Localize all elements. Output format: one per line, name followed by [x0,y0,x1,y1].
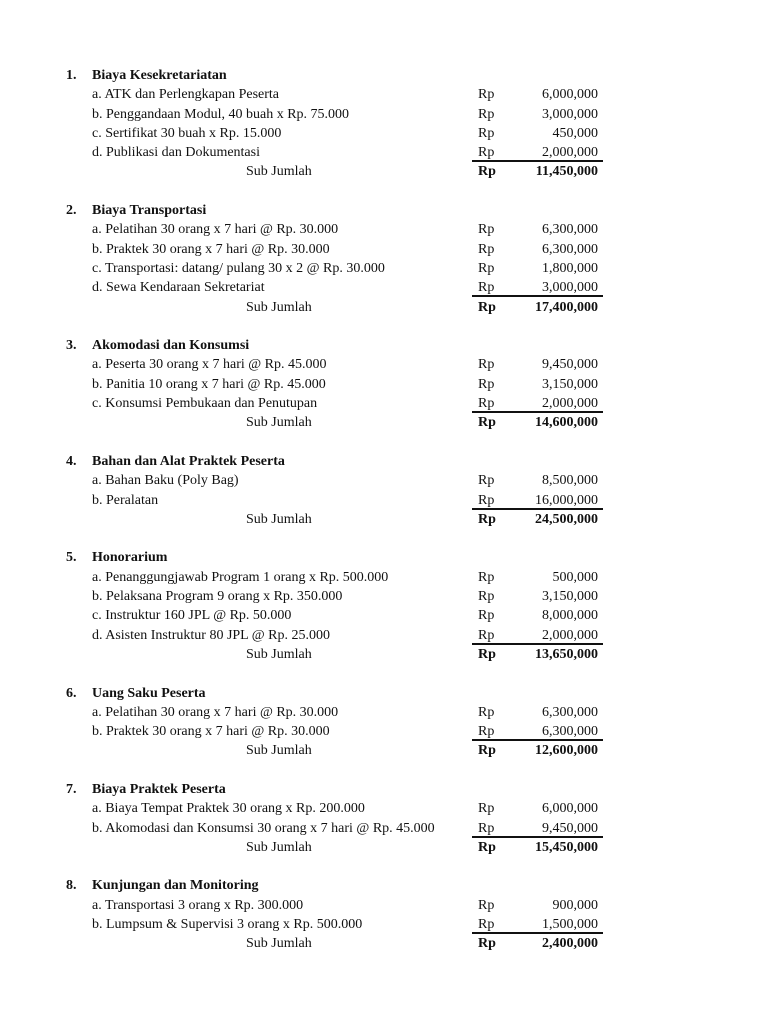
line-item-amount: 900,000 [552,897,598,913]
line-item [0,278,768,297]
section-header [0,548,768,567]
line-item-amount: 9,450,000 [542,357,598,373]
section-title: Uang Saku Peserta [92,685,206,701]
subtotal-label: Sub Jumlah [246,511,312,527]
line-item-label: b. Penggandaan Modul, 40 buah x Rp. 75.000 [92,106,350,122]
section-number: 1. [66,68,77,83]
subtotal-currency: Rp [478,299,496,315]
line-item [0,915,768,934]
line-item [0,124,768,143]
line-item [0,355,768,374]
line-item-amount: 3,000,000 [542,280,598,296]
line-item [0,626,768,645]
line-item-amount: 1,800,000 [542,260,598,276]
line-item-amount: 16,000,000 [535,492,598,508]
line-item-label: a. Transportasi 3 orang x Rp. 300.000 [92,897,304,913]
line-item-currency: Rp [478,917,495,933]
line-item-currency: Rp [478,569,495,585]
budget-section [0,548,768,664]
section-header [0,66,768,85]
line-item [0,105,768,124]
line-item-amount: 2,000,000 [542,145,598,161]
subtotal-currency: Rp [478,164,496,180]
line-item [0,896,768,915]
subtotal-row [0,298,768,317]
line-item-currency: Rp [478,820,495,836]
line-item-currency: Rp [478,357,495,373]
line-item-amount: 6,300,000 [542,724,598,740]
line-item-label: c. Instruktur 160 JPL @ Rp. 50.000 [92,608,292,624]
section-header [0,452,768,471]
subtotal-row [0,510,768,529]
section-header [0,336,768,355]
line-item-currency: Rp [478,897,495,913]
line-item-label: d. Sewa Kendaraan Sekretariat [92,280,265,296]
subtotal-amount: 17,400,000 [535,299,598,315]
line-item-amount: 6,300,000 [542,222,598,238]
subtotal-row [0,645,768,664]
budget-section [0,201,768,317]
section-title: Bahan dan Alat Praktek Peserta [92,453,285,469]
line-item-currency: Rp [478,222,495,238]
line-item-amount: 8,000,000 [542,608,598,624]
section-header [0,201,768,220]
section-title: Honorarium [92,550,168,566]
line-item [0,799,768,818]
line-item [0,471,768,490]
line-item-label: c. Sertifikat 30 buah x Rp. 15.000 [92,125,282,141]
line-item-label: b. Lumpsum & Supervisi 3 orang x Rp. 500.000 [92,917,363,933]
line-item-amount: 6,300,000 [542,704,598,720]
line-item-label: a. Bahan Baku (Poly Bag) [92,473,239,489]
line-item-currency: Rp [478,704,495,720]
line-item [0,220,768,239]
line-item-amount: 8,500,000 [542,473,598,489]
line-item-amount: 1,500,000 [542,917,598,933]
line-item-label: a. Peserta 30 orang x 7 hari @ Rp. 45.000 [92,357,327,373]
subtotal-label: Sub Jumlah [246,646,312,662]
section-header [0,876,768,895]
line-item-amount: 3,150,000 [542,376,598,392]
line-item-label: b. Praktek 30 orang x 7 hari @ Rp. 30.000 [92,241,330,257]
subtotal-row [0,413,768,432]
line-item-currency: Rp [478,801,495,817]
subtotal-label: Sub Jumlah [246,415,312,431]
subtotal-currency: Rp [478,743,496,759]
subtotal-amount: 24,500,000 [535,511,598,527]
line-item-currency: Rp [478,492,495,508]
section-number: 3. [66,338,77,354]
line-item-currency: Rp [478,241,495,257]
line-item-label: a. Penanggungjawab Program 1 orang x Rp. 500.000 [92,569,389,585]
line-item-currency: Rp [478,724,495,740]
line-item-label: c. Transportasi: datang/ pulang 30 x 2 @ Rp. 30.000 [92,260,385,276]
subtotal-amount: 11,450,000 [535,164,598,180]
line-item-currency: Rp [478,125,495,141]
subtotal-label: Sub Jumlah [246,299,312,315]
subtotal-label: Sub Jumlah [246,164,312,180]
line-item [0,85,768,104]
subtotal-row [0,934,768,953]
section-title: Biaya Kesekretariatan [92,68,227,83]
subtotal-label: Sub Jumlah [246,743,312,759]
section-number: 6. [66,685,77,701]
budget-section [0,780,768,857]
section-title: Kunjungan dan Monitoring [92,878,259,894]
line-item [0,606,768,625]
budget-section [0,336,768,432]
subtotal-currency: Rp [478,646,496,662]
line-item [0,143,768,162]
line-item-currency: Rp [478,396,495,412]
line-item-amount: 3,150,000 [542,589,598,605]
line-item [0,819,768,838]
line-item-amount: 2,000,000 [542,627,598,643]
line-item [0,394,768,413]
section-number: 4. [66,453,77,469]
subtotal-amount: 14,600,000 [535,415,598,431]
subtotal-currency: Rp [478,415,496,431]
line-item-amount: 9,450,000 [542,820,598,836]
section-header [0,684,768,703]
budget-section [0,876,768,953]
section-number: 7. [66,781,77,797]
line-item-currency: Rp [478,106,495,122]
line-item-label: d. Publikasi dan Dokumentasi [92,145,260,161]
line-item [0,587,768,606]
line-item-amount: 3,000,000 [542,106,598,122]
subtotal-amount: 2,400,000 [542,936,598,952]
line-item-label: b. Peralatan [92,492,159,508]
subtotal-row [0,838,768,857]
subtotal-currency: Rp [478,936,496,952]
line-item [0,240,768,259]
line-item-currency: Rp [478,608,495,624]
line-item-label: b. Pelaksana Program 9 orang x Rp. 350.000 [92,589,343,605]
line-item-amount: 450,000 [552,125,598,141]
line-item [0,259,768,278]
section-number: 5. [66,550,77,566]
line-item [0,568,768,587]
line-item-amount: 6,000,000 [542,87,598,103]
subtotal-row [0,741,768,760]
line-item-currency: Rp [478,627,495,643]
subtotal-currency: Rp [478,511,496,527]
subtotal-currency: Rp [478,839,496,855]
subtotal-amount: 13,650,000 [535,646,598,662]
line-item [0,491,768,510]
line-item-currency: Rp [478,589,495,605]
subtotal-amount: 15,450,000 [535,839,598,855]
section-number: 8. [66,878,77,894]
line-item-label: b. Panitia 10 orang x 7 hari @ Rp. 45.000 [92,376,326,392]
subtotal-row [0,162,768,181]
budget-section [0,684,768,761]
budget-section [0,452,768,529]
line-item-currency: Rp [478,473,495,489]
line-item-label: a. ATK dan Perlengkapan Peserta [92,87,279,103]
line-item-amount: 500,000 [552,569,598,585]
line-item-amount: 6,300,000 [542,241,598,257]
line-item-label: a. Biaya Tempat Praktek 30 orang x Rp. 200.000 [92,801,365,817]
section-number: 2. [66,203,77,219]
line-item-amount: 6,000,000 [542,801,598,817]
section-title: Akomodasi dan Konsumsi [92,338,250,354]
section-title: Biaya Praktek Peserta [92,781,226,797]
subtotal-amount: 12,600,000 [535,743,598,759]
section-header [0,780,768,799]
line-item [0,703,768,722]
line-item-amount: 2,000,000 [542,396,598,412]
subtotal-label: Sub Jumlah [246,839,312,855]
line-item-label: b. Praktek 30 orang x 7 hari @ Rp. 30.000 [92,724,330,740]
budget-document [0,66,768,973]
subtotal-label: Sub Jumlah [246,936,312,952]
line-item-label: d. Asisten Instruktur 80 JPL @ Rp. 25.000 [92,627,330,643]
line-item-label: a. Pelatihan 30 orang x 7 hari @ Rp. 30.000 [92,704,339,720]
line-item-currency: Rp [478,87,495,103]
line-item-label: b. Akomodasi dan Konsumsi 30 orang x 7 hari @ Rp. 45.000 [92,820,435,836]
line-item-currency: Rp [478,280,495,296]
line-item [0,722,768,741]
line-item [0,375,768,394]
line-item-currency: Rp [478,145,495,161]
line-item-currency: Rp [478,260,495,276]
line-item-label: a. Pelatihan 30 orang x 7 hari @ Rp. 30.000 [92,222,339,238]
section-title: Biaya Transportasi [92,203,207,219]
line-item-currency: Rp [478,376,495,392]
budget-section [0,66,768,182]
line-item-label: c. Konsumsi Pembukaan dan Penutupan [92,396,318,412]
